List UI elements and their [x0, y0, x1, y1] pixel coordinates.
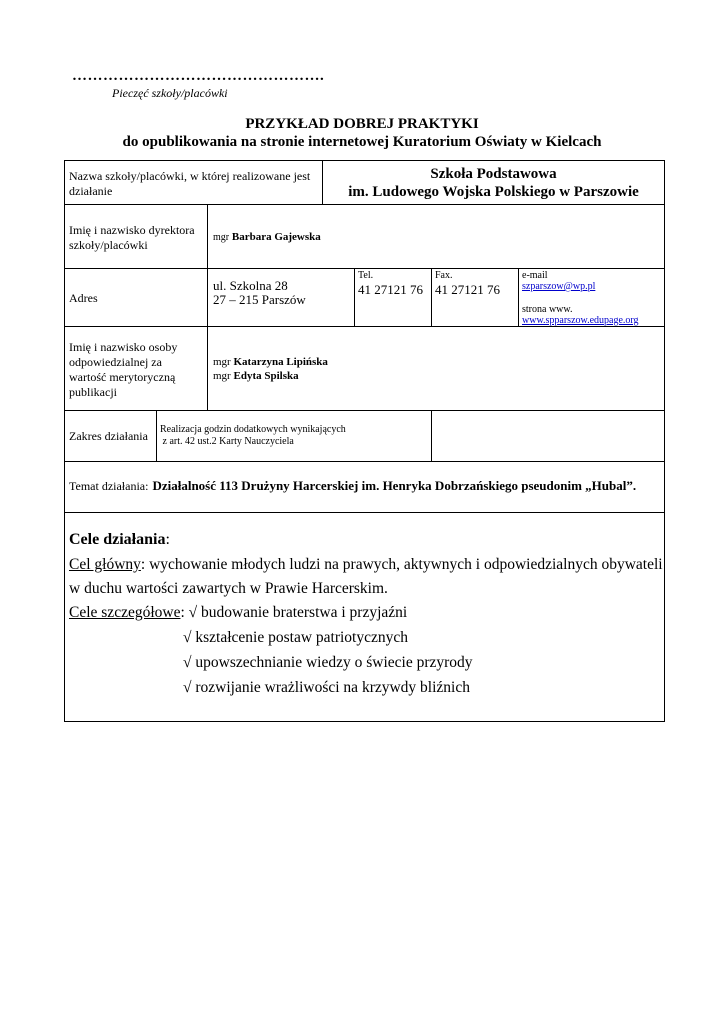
responsible-person-1 [213, 356, 328, 368]
director-value [213, 231, 321, 243]
address-label: Adres [69, 291, 98, 305]
specific-goal-item-1: √ budowanie braterstwa i przyjaźni [188, 604, 408, 621]
director-divider [207, 205, 208, 268]
address-divider-3 [431, 269, 432, 326]
email-label: e-mail [522, 270, 548, 281]
address-city: 27 – 215 Parszów [213, 292, 306, 307]
fax-value: 41 27121 76 [435, 282, 500, 297]
topic-label: Temat działania: [69, 479, 149, 493]
address-row [64, 268, 665, 327]
responsible-label: Imię i nazwisko osoby odpowiedzialnej za wartość merytoryczną publikacji [69, 340, 178, 399]
goals-heading-line [69, 527, 170, 552]
goals-row [64, 512, 665, 722]
address-divider-2 [354, 269, 355, 326]
www-label: strona www. [522, 304, 573, 315]
www-link[interactable]: www.spparszow.edupage.org [522, 315, 639, 326]
specific-goals-line [69, 600, 407, 625]
main-goal-text: : wychowanie młodych ludzi na prawych, aktywnych i odpowiedzialnych obywateli [140, 556, 663, 573]
school-label: Nazwa szkoły/placówki, w której realizowane jest działanie [69, 169, 311, 198]
scope-line2: z art. 42 ust.2 Karty Nauczyciela [160, 436, 294, 447]
scope-label: Zakres działania [69, 429, 148, 443]
address-divider-4 [518, 269, 519, 326]
topic-row [64, 461, 665, 513]
tel-label: Tel. [358, 270, 374, 281]
scope-divider-1 [156, 411, 157, 461]
school-name-line1: Szkoła Podstawowa [430, 166, 557, 182]
topic-line [69, 477, 636, 495]
document-title: PRZYKŁAD DOBREJ PRAKTYKI [245, 116, 479, 132]
address-divider-1 [207, 269, 208, 326]
email-link[interactable]: szparszow@wp.pl [522, 281, 596, 292]
director-row [64, 204, 665, 269]
document-subtitle: do opublikowania na stronie internetowej Kuratorium Oświaty w Kielcach [122, 134, 602, 150]
goals-heading-colon: : [165, 531, 170, 548]
specific-goal-item-4: √ rozwijanie wrażliwości na krzywdy bliźnich [183, 679, 470, 696]
address-street: ul. Szkolna 28 [213, 278, 288, 293]
school-name-line2: im. Ludowego Wojska Polskiego w Parszowie [348, 184, 639, 200]
responsible-name-1: Katarzyna Lipińska [233, 356, 328, 368]
tel-value: 41 27121 76 [358, 282, 423, 297]
main-goal-line2: w duchu wartości zawartych w Prawie Harcerskim. [69, 580, 388, 597]
main-goal-label: Cel główny [69, 556, 141, 573]
main-goal-line [69, 552, 663, 577]
scope-row [64, 410, 665, 462]
topic-value: Działalność 113 Drużyny Harcerskiej im. Henryka Dobrzańskiego pseudonim „Hubal”. [152, 478, 637, 493]
school-row [64, 160, 665, 205]
specific-goal-item-3: √ upowszechnianie wiedzy o świecie przyrody [183, 654, 473, 671]
specific-goals-colon: : [180, 604, 185, 621]
specific-goal-item-2: √ kształcenie postaw patriotycznych [183, 629, 408, 646]
responsible-prefix-2: mgr [213, 370, 231, 382]
responsible-name-2: Edyta Spilska [233, 370, 299, 382]
director-label: Imię i nazwisko dyrektora szkoły/placówki [69, 223, 195, 252]
responsible-person-2 [213, 370, 299, 382]
responsible-row [64, 326, 665, 411]
fax-label: Fax. [435, 270, 453, 281]
scope-line1: Realizacja godzin dodatkowych wynikających [160, 424, 346, 435]
goals-heading: Cele działania [69, 531, 166, 548]
director-name: Barbara Gajewska [231, 231, 321, 243]
stamp-label: Pieczęć szkoły/placówki [112, 86, 228, 100]
responsible-prefix-1: mgr [213, 356, 231, 368]
specific-goals-label: Cele szczegółowe [69, 604, 181, 621]
director-prefix: mgr [213, 232, 230, 243]
responsible-divider [207, 327, 208, 410]
scope-divider-2 [431, 411, 432, 461]
stamp-dots: …………………………………………. [72, 68, 325, 84]
